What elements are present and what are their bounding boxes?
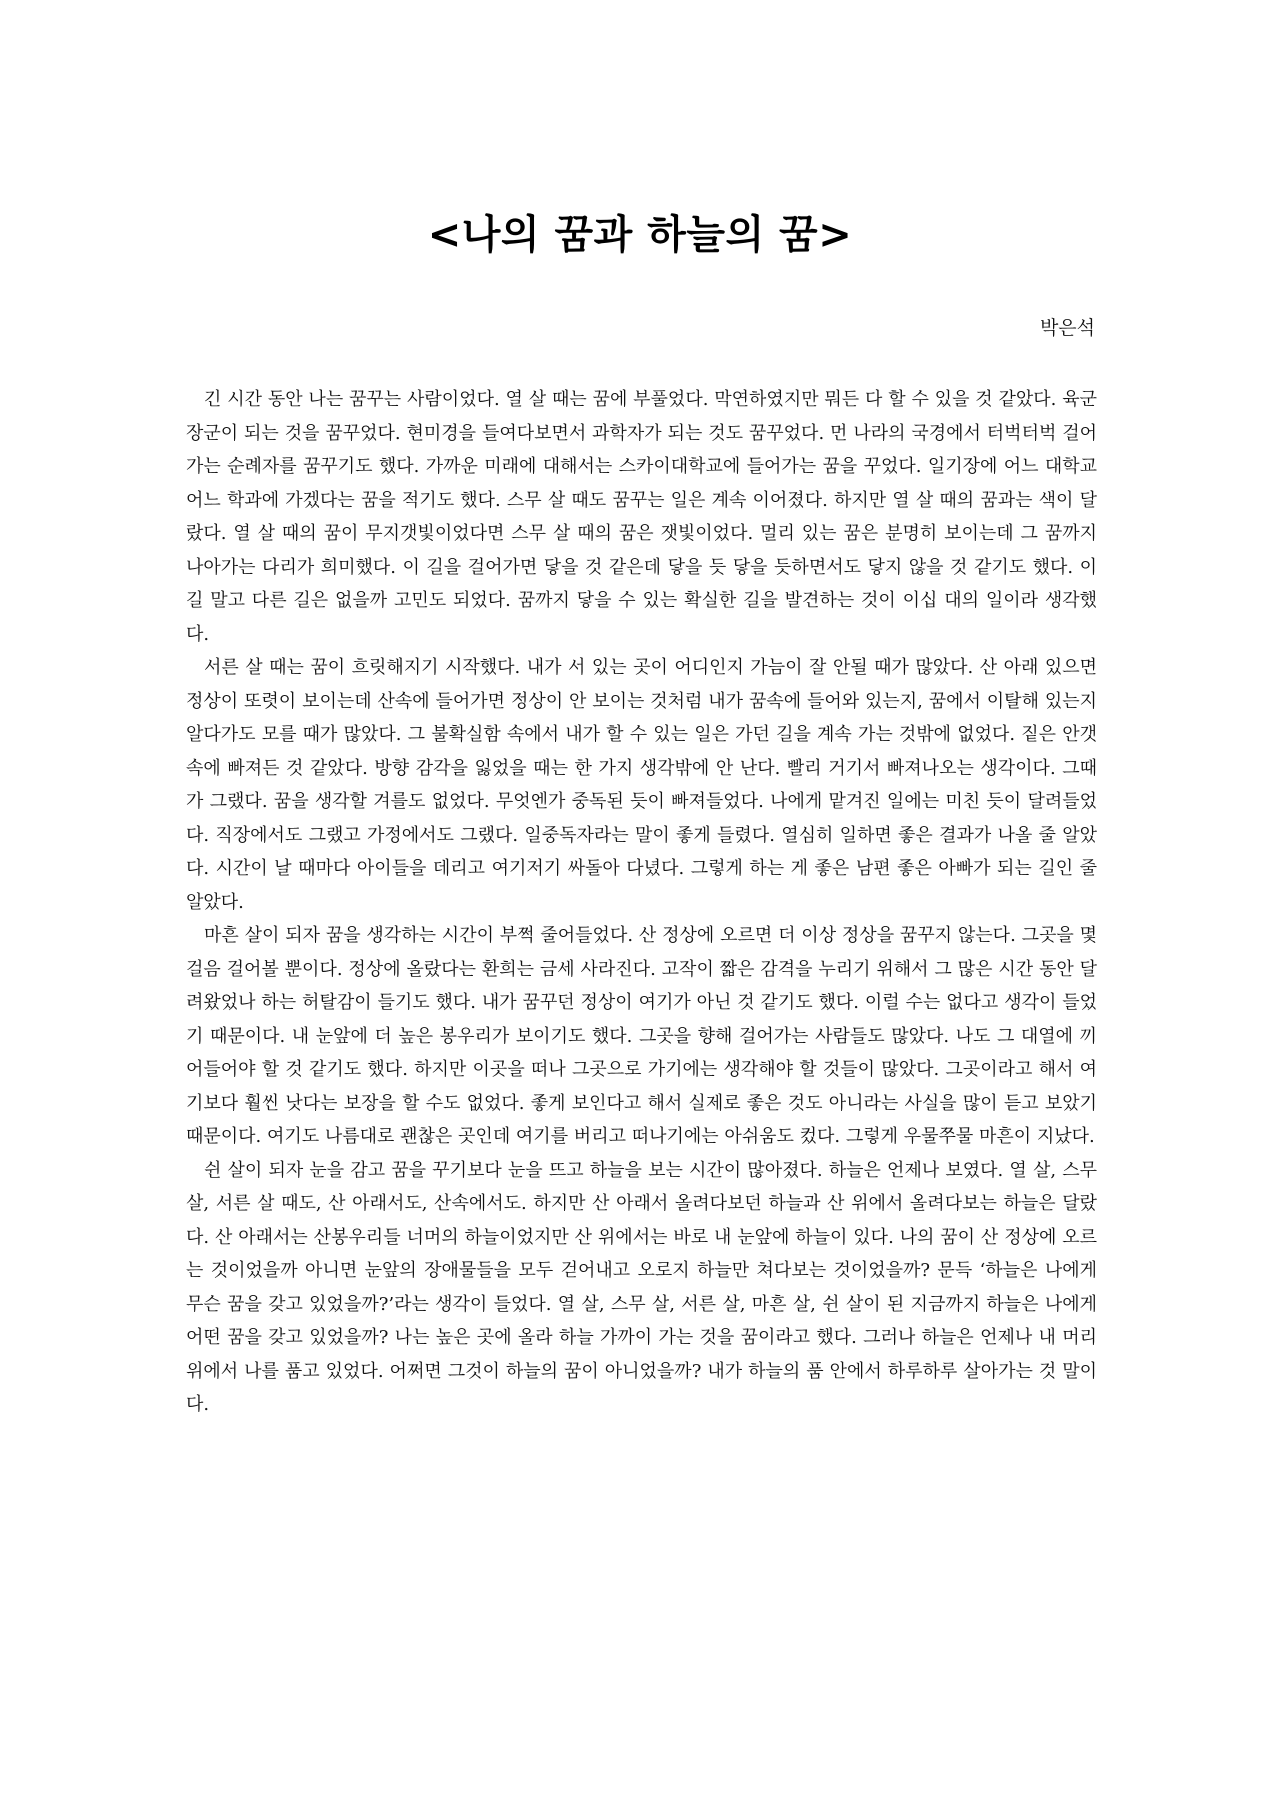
paragraph-2: 서른 살 때는 꿈이 흐릿해지기 시작했다. 내가 서 있는 곳이 어디인지 가늠이 잘 안될 때가 많았다. 산 아래 있으면 정상이 또렷이 보이는데 산속에 들어가면 정상이 안 보이는 것처럼 내가 꿈속에 들어와 있는지, 꿈에서 이탈해 있는지 알다가도 모를 때가 많았다. 그 불확실함 속에서 내가 할 수 있는 일은 가던 길을 계속 가는 것밖에 없었다. 짙은 안갯속에 빠져든 것 같았다. 방향 감각을 잃었을 때는 한 가지 생각밖에 안 난다. 빨리 거기서 빠져나오는 생각이다. 그때가 그랬다. 꿈을 생각할 겨를도 없었다. 무엇엔가 중독된 듯이 빠져들었다. 나에게 맡겨진 일에는 미친 듯이 달려들었다. 직장에서도 그랬고 가정에서도 그랬다. 일중독자라는 말이 좋게 들렸다. 열심히 일하면 좋은 결과가 나올 줄 알았다. 시간이 날 때마다 아이들을 데리고 여기저기 싸돌아 다녔다. 그렇게 하는 게 좋은 남편 좋은 아빠가 되는 길인 줄 알았다. <box>186 657 1097 913</box>
paragraph-1: 긴 시간 동안 나는 꿈꾸는 사람이었다. 열 살 때는 꿈에 부풀었다. 막연하였지만 뭐든 다 할 수 있을 것 같았다. 육군 장군이 되는 것을 꿈꾸었다. 현미경을 들여다보면서 과학자가 되는 것도 꿈꾸었다. 먼 나라의 국경에서 터벅터벅 걸어가는 순례자를 꿈꾸기도 했다. 가까운 미래에 대해서는 스카이대학교에 들어가는 꿈을 꾸었다. 일기장에 어느 대학교 어느 학과에 가겠다는 꿈을 적기도 했다. 스무 살 때도 꿈꾸는 일은 계속 이어졌다. 하지만 열 살 때의 꿈과는 색이 달랐다. 열 살 때의 꿈이 무지갯빛이었다면 스무 살 때의 꿈은 잿빛이었다. 멀리 있는 꿈은 분명히 보이는데 그 꿈까지 나아가는 다리가 희미했다. 이 길을 걸어가면 닿을 것 같은데 닿을 듯 닿을 듯하면서도 닿지 않을 것 같기도 했다. 이 길 말고 다른 길은 없을까 고민도 되었다. 꿈까지 닿을 수 있는 확실한 길을 발견하는 것이 이십 대의 일이라 생각했다. <box>186 389 1097 645</box>
essay-title: <나의 꿈과 하늘의 꿈> <box>427 212 853 258</box>
paragraph-4: 쉰 살이 되자 눈을 감고 꿈을 꾸기보다 눈을 뜨고 하늘을 보는 시간이 많아졌다. 하늘은 언제나 보였다. 열 살, 스무 살, 서른 살 때도, 산 아래서도, 산속에서도. 하지만 산 아래서 올려다보던 하늘과 산 위에서 올려다보는 하늘은 달랐다. 산 아래서는 산봉우리들 너머의 하늘이었지만 산 위에서는 바로 내 눈앞에 하늘이 있다. 나의 꿈이 산 정상에 오르는 것이었을까 아니면 눈앞의 장애물들을 모두 걷어내고 오로지 하늘만 쳐다보는 것이었을까? 문득 ‘하늘은 나에게 무슨 꿈을 갖고 있었을까?’라는 생각이 들었다. 열 살, 스무 살, 서른 살, 마흔 살, 쉰 살이 된 지금까지 하늘은 나에게 어떤 꿈을 갖고 있었을까? 나는 높은 곳에 올라 하늘 가까이 가는 것을 꿈이라고 했다. 그러나 하늘은 언제나 내 머리 위에서 나를 품고 있었다. 어쩌면 그것이 하늘의 꿈이 아니었을까? 내가 하늘의 품 안에서 하루하루 살아가는 것 말이다. <box>186 1159 1097 1415</box>
author-name: 박은석 <box>1039 317 1095 339</box>
paragraph-3: 마흔 살이 되자 꿈을 생각하는 시간이 부쩍 줄어들었다. 산 정상에 오르면 더 이상 정상을 꿈꾸지 않는다. 그곳을 몇 걸음 걸어볼 뿐이다. 정상에 올랐다는 환희는 금세 사라진다. 고작이 짧은 감격을 누리기 위해서 그 많은 시간 동안 달려왔었나 하는 허탈감이 들기도 했다. 내가 꿈꾸던 정상이 여기가 아닌 것 같기도 했다. 이럴 수는 없다고 생각이 들었기 때문이다. 내 눈앞에 더 높은 봉우리가 보이기도 했다. 그곳을 향해 걸어가는 사람들도 많았다. 나도 그 대열에 끼어들어야 할 것 같기도 했다. 하지만 이곳을 떠나 그곳으로 가기에는 생각해야 할 것들이 많았다. 그곳이라고 해서 여기보다 훨씬 낫다는 보장을 할 수도 없었다. 좋게 보인다고 해서 실제로 좋은 것도 아니라는 사실을 많이 듣고 보았기 때문이다. 여기도 나름대로 괜찮은 곳인데 여기를 버리고 떠나기에는 아쉬움도 컸다. 그렇게 우물쭈물 마흔이 지났다. <box>186 925 1097 1147</box>
essay-body <box>186 383 1097 1422</box>
